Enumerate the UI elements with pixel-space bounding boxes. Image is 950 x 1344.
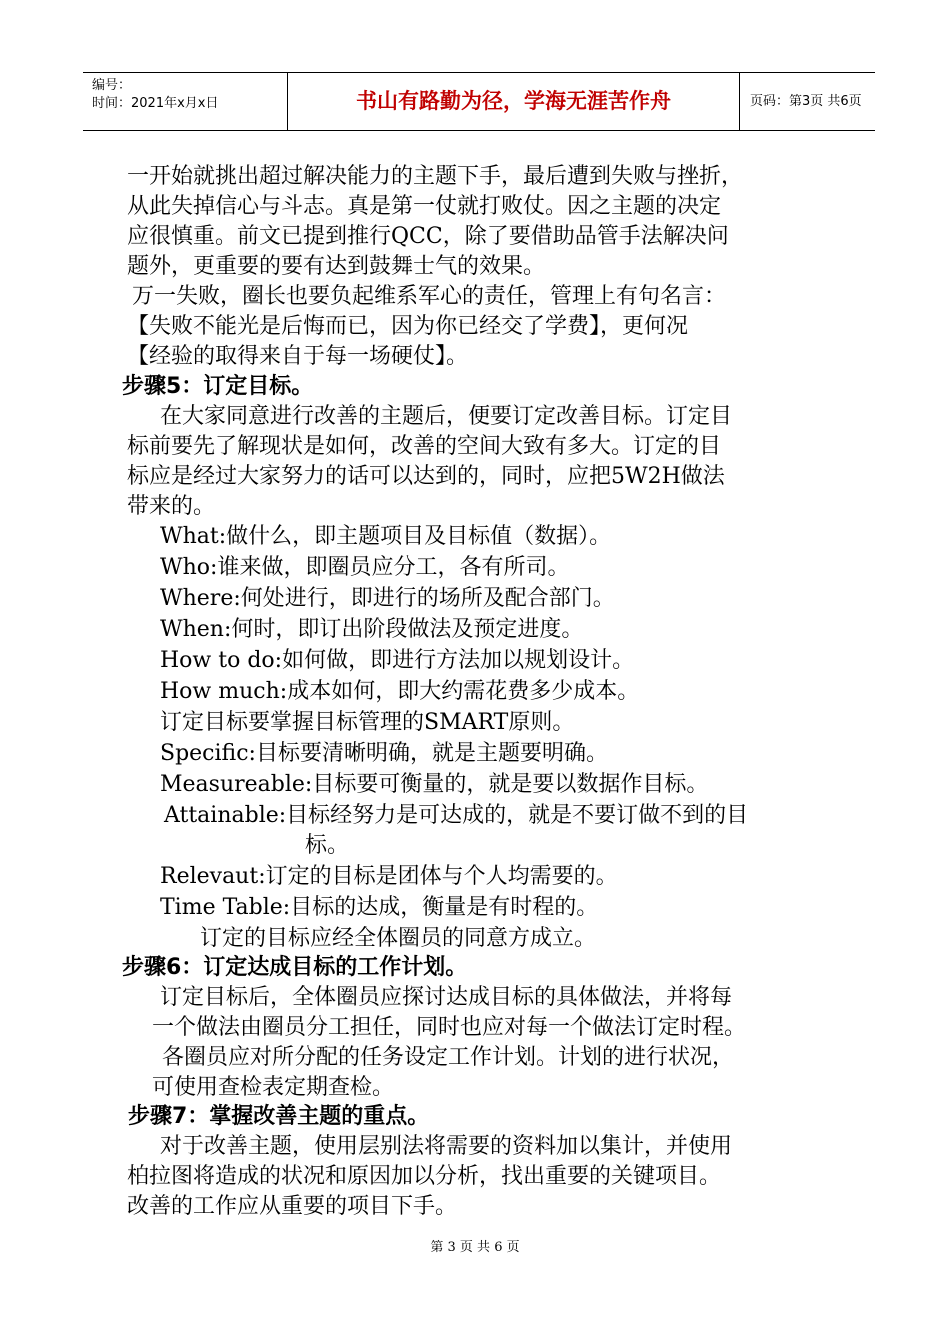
header-meta (83, 73, 287, 130)
number-label: 编号： (92, 78, 132, 93)
body-line: 标应是经过大家努力的话可以达到的，同时，应把5W2H做法 (127, 464, 725, 489)
body-line: 一个做法由圈员分工担任，同时也应对每一个做法订定时程。 (152, 1015, 747, 1040)
page-footer: 第 3 页 共 6 页 (430, 1240, 520, 1255)
body-line: Specific:目标要清晰明确，就是主题要明确。 (160, 741, 608, 766)
body-line: What:做什么，即主题项目及目标值（数据）。 (160, 524, 612, 549)
page-header (83, 72, 875, 131)
body-line: 标。 (305, 833, 350, 858)
body-line: 柏拉图将造成的状况和原因加以分析，找出重要的关键项目。 (127, 1164, 722, 1189)
body-line: 在大家同意进行改善的主题后，便要订定改善目标。订定目 (160, 404, 733, 429)
body-line: 订定目标后，全体圈员应探讨达成目标的具体做法，并将每 (160, 985, 733, 1010)
body-line: 各圈员应对所分配的任务设定工作计划。计划的进行状况， (162, 1045, 735, 1070)
body-line: 从此失掉信心与斗志。真是第一仗就打败仗。因之主题的决定 (127, 194, 722, 219)
body-line: Where:何处进行，即进行的场所及配合部门。 (160, 586, 615, 611)
section-heading: 步骤5：订定目标。 (122, 374, 314, 399)
body-line: Attainable:目标经努力是可达成的，就是不要订做不到的目 (164, 803, 749, 828)
body-line: 可使用查检表定期查检。 (152, 1075, 395, 1100)
header-slogan: 书山有路勤为径，学海无涯苦作舟 (287, 73, 740, 130)
body-line: How to do:如何做，即进行方法加以规划设计。 (160, 648, 635, 673)
body-line: 应很慎重。前文已提到推行QCC，除了要借助品管手法解决问 (127, 224, 729, 249)
body-line: 带来的。 (127, 494, 216, 519)
body-line: 标前要先了解现状是如何，改善的空间大致有多大。订定的目 (127, 434, 722, 459)
body-line: 订定的目标应经全体圈员的同意方成立。 (200, 926, 597, 951)
body-line: 订定目标要掌握目标管理的SMART原则。 (160, 710, 575, 735)
body-line: Time Table:目标的达成，衡量是有时程的。 (160, 895, 599, 920)
body-line: Relevaut:订定的目标是团体与个人均需要的。 (160, 864, 618, 889)
body-line: Who:谁来做，即圈员应分工，各有所司。 (160, 555, 570, 580)
body-line: 【经验的取得来自于每一场硬仗】。 (127, 344, 469, 369)
body-line: 题外，更重要的要有达到鼓舞士气的效果。 (127, 254, 546, 279)
body-line: When:何时，即订出阶段做法及预定进度。 (160, 617, 584, 642)
body-line: Measureable:目标要可衡量的，就是要以数据作目标。 (160, 772, 709, 797)
body-line: 对于改善主题，使用层别法将需要的资料加以集计，并使用 (160, 1134, 733, 1159)
body-line: 【失败不能光是后悔而已，因为你已经交了学费】，更何况 (127, 314, 689, 339)
body-line: 万一失败，圈长也要负起维系军心的责任，管理上有句名言： (132, 284, 727, 309)
header-page-info: 页码：第3页 共6页 (750, 94, 862, 109)
section-heading: 步骤6：订定达成目标的工作计划。 (122, 955, 468, 980)
body-line: How much:成本如何，即大约需花费多少成本。 (160, 679, 640, 704)
body-line: 改善的工作应从重要的项目下手。 (127, 1194, 458, 1219)
time-label: 时间：2021年x月x日 (92, 96, 219, 111)
section-heading: 步骤7：掌握改善主题的重点。 (128, 1104, 430, 1129)
body-line: 一开始就挑出超过解决能力的主题下手，最后遭到失败与挫折， (127, 164, 744, 189)
